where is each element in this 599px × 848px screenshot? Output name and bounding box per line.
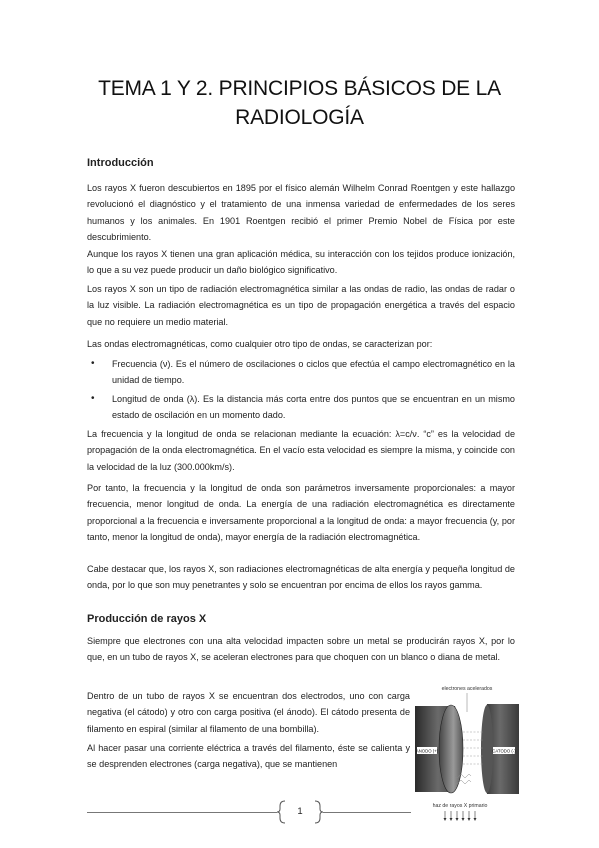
anode-label: ANODO (+) bbox=[415, 748, 439, 754]
xray-arrow-heads bbox=[444, 818, 477, 821]
xray-arrows bbox=[445, 811, 475, 819]
list-item-text: Frecuencia (ν). Es el número de oscilaciones o ciclos que efectúa el campo electromagnético en la unidad de tiempo. bbox=[112, 359, 515, 386]
footer-rule-left bbox=[87, 812, 277, 813]
paragraph-10: Al hacer pasar una corriente eléctrica a través del filamento, éste se calienta y se desprenden electrones (carga negativa), que se mantienen bbox=[87, 743, 410, 770]
bullet-icon: • bbox=[91, 392, 95, 404]
electron-beam bbox=[463, 732, 483, 764]
figure-top-label: electrones acelerados bbox=[441, 686, 493, 692]
paragraph-9: Dentro de un tubo de rayos X se encuentran dos electrodos, uno con carga negativa (el cátodo) y otro con carga positiva (el ánodo). El cátodo presenta de filamento en espiral (similar al filamento de una bombilla). bbox=[87, 691, 410, 734]
page-title: TEMA 1 Y 2. PRINCIPIOS BÁSICOS DE LA RADIOLOGÍA bbox=[98, 77, 501, 129]
paragraph-2: Aunque los rayos X tienen una gran aplicación médica, su interacción con los tejidos produce ionización, lo que a su vez puede producir un daño biológico significativo. bbox=[87, 249, 515, 276]
paragraph-7: Cabe destacar que, los rayos X, son radiaciones electromagnéticas de alta energía y pequeña longitud de onda, por lo que son muy penetrantes y solo se encuentran por encima de ellos los rayos gamma. bbox=[87, 564, 515, 591]
paragraph-1: Los rayos X fueron descubiertos en 1895 por el físico alemán Wilhelm Conrad Roentgen y este hallazgo revolucionó el diagnóstico y el tratamiento de una inmensa variedad de enfermedades de los seres humanos y los animales. En 1901 Roentgen recibió el primer Premio Nobel de Física por este descubrimiento. bbox=[87, 183, 515, 242]
paragraph-4: Las ondas electromagnéticas, como cualquier otro tipo de ondas, se caracterizan por: bbox=[87, 339, 433, 349]
list-item bbox=[87, 391, 515, 424]
xray-tube-diagram bbox=[415, 684, 519, 824]
xray-tube-figure bbox=[415, 684, 519, 824]
bullet-icon: • bbox=[91, 358, 95, 369]
list-item-text: Longitud de onda (λ). Es la distancia más corta entre dos puntos que se encuentran en un mismo estado de oscilación en un momento dado. bbox=[112, 393, 515, 420]
cathode-face bbox=[481, 705, 493, 793]
figure-bottom-label: haz de rayos X primario bbox=[432, 803, 488, 809]
section-heading-introduccion: Introducción bbox=[87, 157, 154, 169]
page-number: 1 bbox=[297, 806, 303, 817]
cathode-label: CATODO (-) bbox=[492, 748, 516, 754]
footer-rule-right bbox=[323, 812, 411, 813]
paragraph-6: Por tanto, la frecuencia y la longitud de onda son parámetros inversamente proporcionales: a mayor frecuencia, menor longitud de onda. La energía de una radiación electromagnética es directamente proporcional a la frecuencia e inversamente proporcional a la longitud de onda: a mayor frecuencia (y, por tanto, menor la longitud de onda), mayor energía de la radiación electromagnética. bbox=[87, 483, 515, 542]
left-brace-icon bbox=[276, 800, 288, 824]
section-heading-produccion: Producción de rayos X bbox=[87, 613, 207, 625]
paragraph-8: Siempre que electrones con una alta velocidad impacten sobre un metal se producirán rayos X, por lo que, en un tubo de rayos X, se aceleran electrones para que choquen con un blanco o diana de metal. bbox=[87, 636, 515, 663]
bullet-list bbox=[87, 356, 515, 425]
list-item bbox=[87, 356, 515, 389]
paragraph-3: Los rayos X son un tipo de radiación electromagnética similar a las ondas de radio, las ondas de radar o la luz visible. La radiación electromagnética es un tipo de propagación energética a través del espacio que no requiere un medio material. bbox=[87, 284, 515, 327]
anode-disc bbox=[439, 705, 463, 793]
paragraph-5: La frecuencia y la longitud de onda se relacionan mediante la ecuación: λ=c/ν. “c” es la velocidad de propagación de la onda electromagnética. En el vacío esta velocidad es siempre la misma, y coincide con la velocidad de la luz (300.000km/s). bbox=[87, 429, 515, 472]
